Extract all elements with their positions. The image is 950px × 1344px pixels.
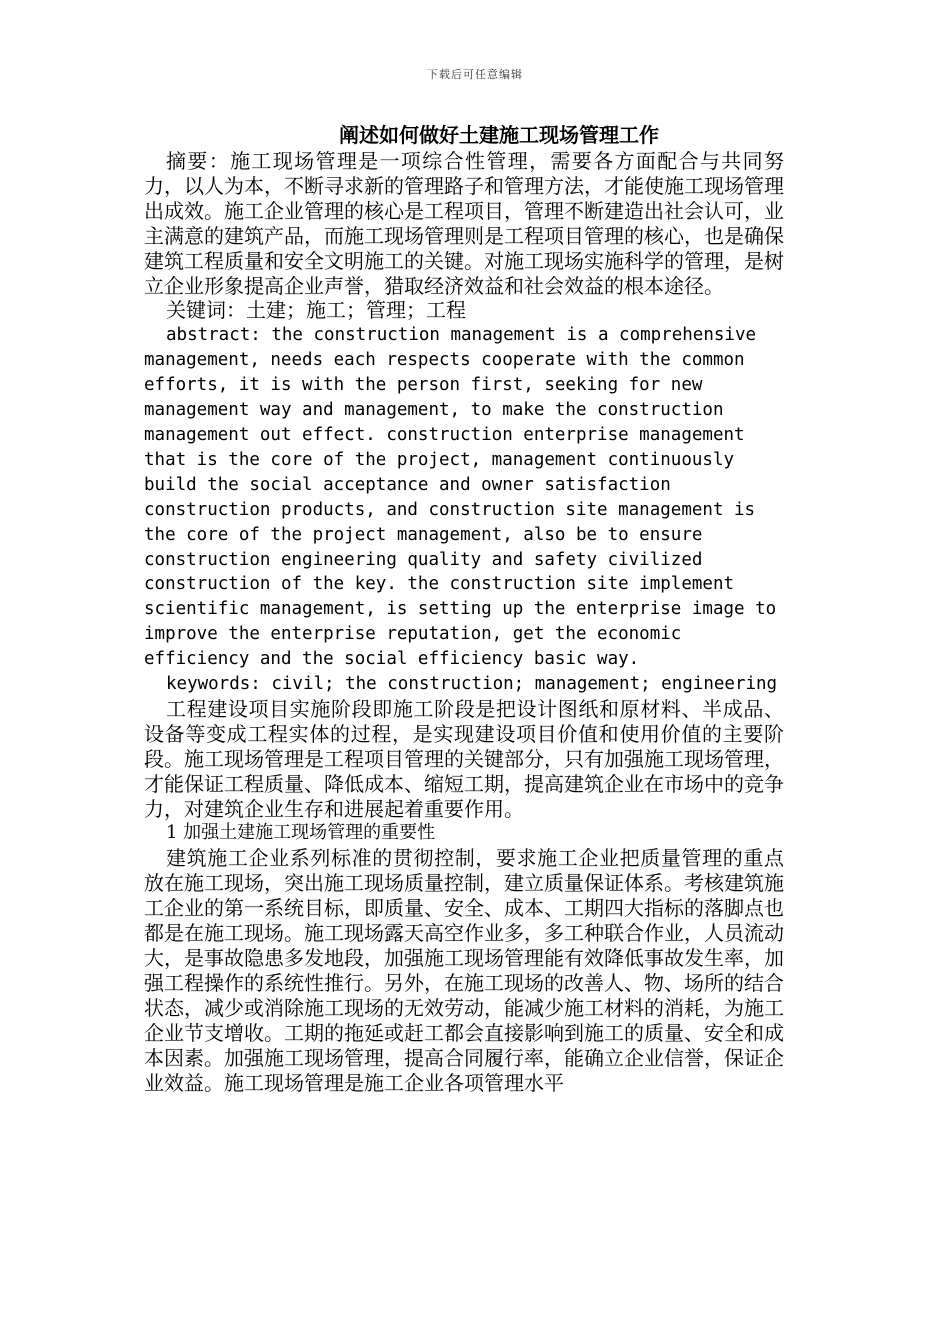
section1-heading: 1 加强土建施工现场管理的重要性 (166, 822, 436, 844)
page-header-note: 下载后可任意编辑 (427, 68, 523, 81)
document-body (144, 121, 784, 1095)
document-title: 阐述如何做好土建施工现场管理工作 (339, 123, 659, 147)
section1-paragraph: 建筑施工企业系列标准的贯彻控制，要求施工企业把质量管理的重点放在施工现场，突出施工现场质量控制，建立质量保证体系。考核建筑施工企业的第一系统目标，即质量、安全、成本、工期四大指标的落脚点也都是在施工现场。施工现场露天高空作业多，多工种联合作业，人员流动大，是事故隐患多发地段，加强施工现场管理能有效降低事故发生率，加强工程操作的系统性推行。另外，在施工现场的改善人、物、场所的结合状态，减少或消除施工现场的无效劳动，能减少施工材料的消耗，为施工企业节支增收。工期的拖延或赶工都会直接影响到施工的质量、安全和成本因素。加强施工现场管理，提高合同履行率，能确立企业信誉，保证企业效益。施工现场管理是施工企业各项管理水平 (144, 846, 784, 1095)
intro-paragraph: 工程建设项目实施阶段即施工阶段是把设计图纸和原材料、半成品、设备等变成工程实体的过程，是实现建设项目价值和使用价值的主要阶段。施工现场管理是工程项目管理的关键部分，只有加强施工现场管理，才能保证工程质量、降低成本、缩短工期，提高建筑企业在市场中的竞争力，对建筑企业生存和进展起着重要作用。 (144, 696, 784, 821)
keywords-cn: 关键词：土建；施工；管理；工程 (166, 298, 466, 323)
abstract-cn: 摘要：施工现场管理是一项综合性管理，需要各方面配合与共同努力，以人为本，不断寻求新的管理路子和管理方法，才能使施工现场管理出成效。施工企业管理的核心是工程项目，管理不断建造出社会认可，业主满意的建筑产品，而施工现场管理则是工程项目管理的核心，也是确保建筑工程质量和安全文明施工的关键。对施工现场实施科学的管理，是树立企业形象提高企业声誉，猎取经济效益和社会效益的根本途径。 (144, 149, 784, 298)
abstract-en: abstract: the construction management is a comprehensive management, needs each respects cooperate with the common efforts, it is with the person first, seeking for new management way and management, to make the construction management out effect. construction enterprise management that is the core of the project, management continuously build the social acceptance and owner satisfaction construction products, and construction site management is the core of the project management, also be to ensure construction engineering quality and safety civilized construction of the key. the construction site implement scientific management, is setting up the enterprise image to improve the enterprise reputation, get the economic efficiency and the social efficiency basic way. (144, 325, 777, 670)
keywords-en: keywords: civil; the construction; management; engineering (166, 674, 778, 695)
